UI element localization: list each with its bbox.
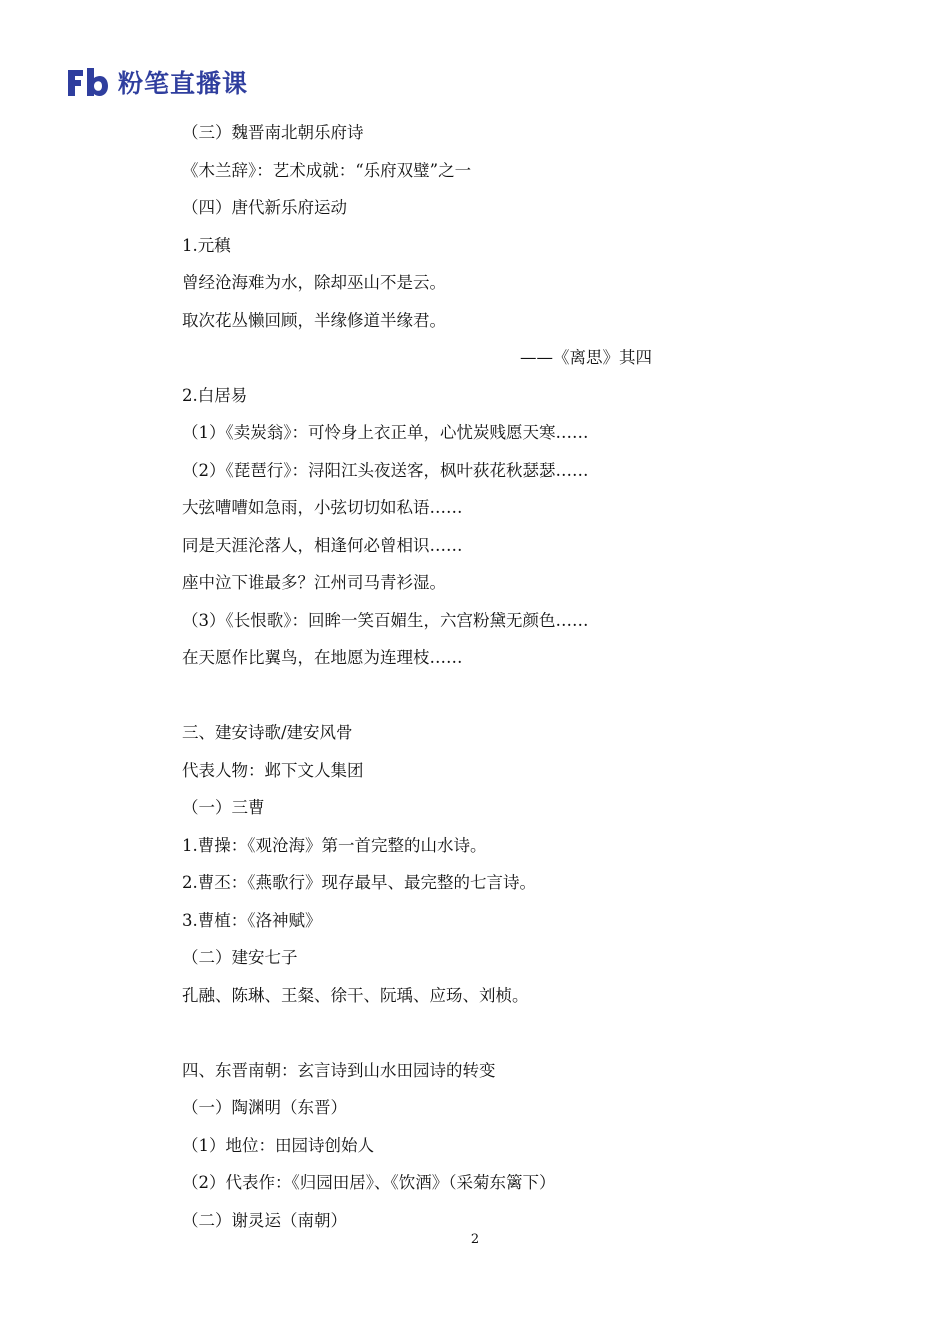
fb-logo-icon: [66, 65, 110, 99]
text-line: （一）陶渊明（东晋）: [182, 1098, 347, 1117]
text-line: （三）魏晋南北朝乐府诗: [182, 123, 364, 142]
text-line: 在天愿作比翼鸟，在地愿为连理枝……: [182, 648, 463, 667]
text-line: 大弦嘈嘈如急雨，小弦切切如私语……: [182, 498, 463, 517]
text-line: （二）建安七子: [182, 948, 298, 967]
header: [66, 62, 248, 102]
text-line: 四、东晋南朝：玄言诗到山水田园诗的转变: [182, 1060, 496, 1080]
text-line: 2.白居易: [182, 385, 248, 405]
text-line: 3.曹植：《洛神赋》: [182, 910, 322, 930]
text-line: （2）代表作：《归园田居》、《饮酒》（采菊东篱下）: [182, 1173, 556, 1192]
blank-line: [182, 1014, 742, 1052]
text-line: 座中泣下谁最多？江州司马青衫湿。: [182, 573, 446, 592]
text-line: 同是天涯沦落人，相逢何必曾相识……: [182, 535, 463, 555]
text-line: （1）地位：田园诗创始人: [182, 1135, 374, 1155]
text-line: 代表人物：邺下文人集团: [182, 760, 364, 780]
text-line: 曾经沧海难为水，除却巫山不是云。: [182, 273, 446, 292]
document-body: [182, 114, 742, 1239]
text-line: 三、建安诗歌/建安风骨: [182, 723, 353, 742]
text-line: 1.元稹: [182, 235, 231, 255]
text-line: 《木兰辞》：艺术成就：“乐府双璧”之一: [182, 160, 472, 180]
text-line: 1.曹操：《观沧海》第一首完整的山水诗。: [182, 835, 487, 855]
blank-line: [182, 677, 742, 715]
text-line: （四）唐代新乐府运动: [182, 198, 347, 217]
text-line: （3）《长恨歌》：回眸一笑百媚生，六宫粉黛无颜色……: [182, 610, 589, 630]
text-line: （1）《卖炭翁》：可怜身上衣正单，心忧炭贱愿天寒……: [182, 423, 589, 442]
text-line: 2.曹丕：《燕歌行》现存最早、最完整的七言诗。: [182, 873, 536, 892]
text-line: （一）三曹: [182, 798, 265, 817]
text-line: （2）《琵琶行》：浔阳江头夜送客，枫叶荻花秋瑟瑟……: [182, 460, 589, 480]
text-line: （二）谢灵运（南朝）: [182, 1210, 347, 1230]
text-line: 孔融、陈琳、王粲、徐干、阮瑀、应玚、刘桢。: [182, 985, 529, 1005]
text-line: 取次花丛懒回顾，半缘修道半缘君。: [182, 310, 446, 330]
poem-attribution: ——《离思》其四: [520, 348, 652, 367]
brand-name: 粉笔直播课: [118, 69, 249, 98]
page-number: 2: [470, 1232, 480, 1247]
